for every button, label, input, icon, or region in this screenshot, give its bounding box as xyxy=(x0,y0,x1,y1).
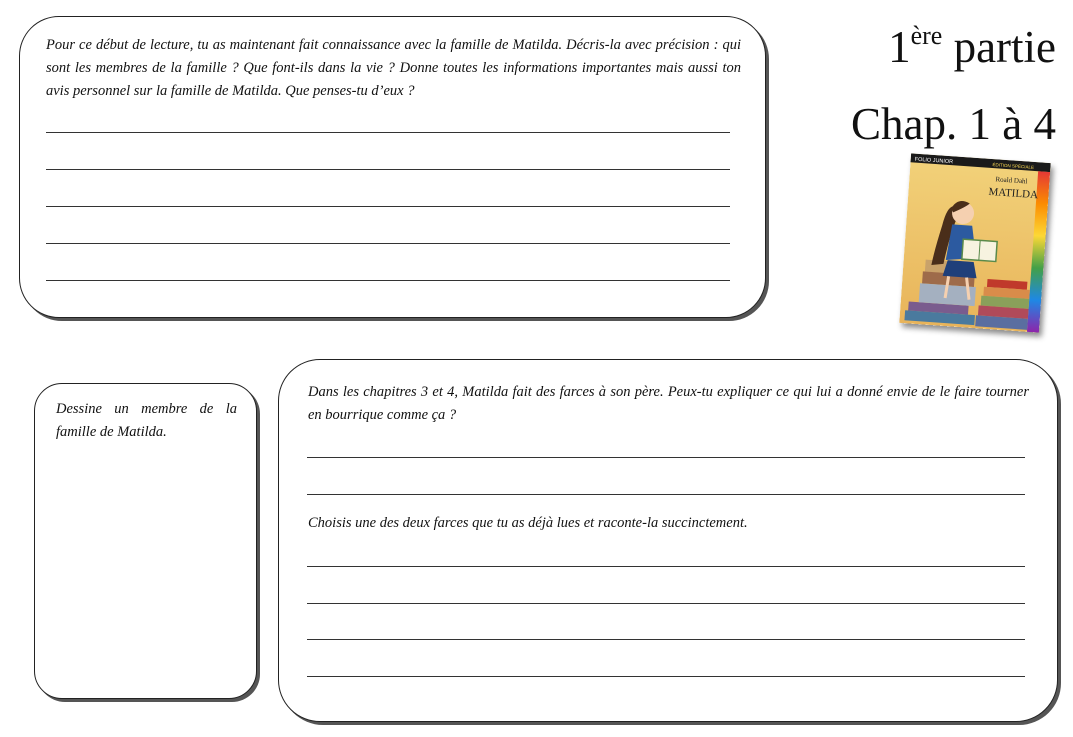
answer-line[interactable] xyxy=(46,132,730,133)
answer-line[interactable] xyxy=(46,206,730,207)
answer-line[interactable] xyxy=(307,457,1025,458)
edition-label: ÉDITION SPÉCIALE xyxy=(992,162,1035,170)
part-word: partie xyxy=(942,22,1056,72)
drawing-instruction: Dessine un membre de la famille de Matilda. xyxy=(56,401,237,440)
pranks-question-2: Choisis une des deux farces que tu as déjà lues et raconte-la succinctement. xyxy=(308,515,748,531)
cover-author: Roald Dahl xyxy=(995,175,1028,186)
answer-line[interactable] xyxy=(307,566,1025,567)
answer-line[interactable] xyxy=(46,280,730,281)
part-superscript: ère xyxy=(910,21,943,50)
answer-line[interactable] xyxy=(307,494,1025,495)
part-number: 1 xyxy=(888,22,911,72)
answer-line[interactable] xyxy=(307,676,1025,677)
answer-line[interactable] xyxy=(46,243,730,244)
cover-title: MATILDA xyxy=(988,185,1039,202)
chapters-title: Chap. 1 à 4 xyxy=(851,99,1056,149)
answer-line[interactable] xyxy=(46,169,730,170)
book-cover-image xyxy=(899,153,1051,332)
series-label: FOLIO JUNIOR xyxy=(914,156,954,166)
answer-line[interactable] xyxy=(307,639,1025,640)
part-title xyxy=(888,21,1056,72)
family-question-text: Pour ce début de lecture, tu as maintenant fait connaissance avec la famille de Matilda. Décris-la avec précision : qui sont les membres de la famille ? Que font-ils dans la vie ? Donne toutes les informations importantes mais aussi ton avis personnel sur la famille de Matilda. Que penses-tu d’eux ? xyxy=(46,37,741,99)
pranks-question-1: Dans les chapitres 3 et 4, Matilda fait des farces à son père. Peux-tu expliquer ce qui lui a donné envie de le faire tourner en bourrique comme ça ? xyxy=(308,384,1029,423)
book-cover-illustration xyxy=(899,153,1051,332)
answer-line[interactable] xyxy=(307,603,1025,604)
